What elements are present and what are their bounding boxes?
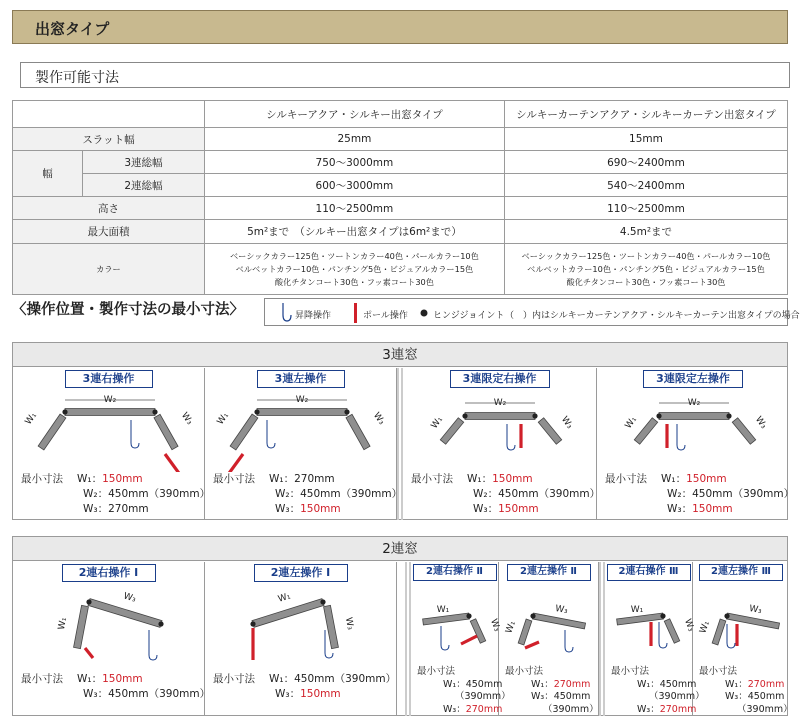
two-pane-heading: 2連窓: [13, 537, 787, 561]
center-slat: [257, 409, 347, 416]
pole-operator: [461, 636, 477, 644]
dim-a: W₁：450mm: [443, 678, 503, 690]
min-label: 最小寸法: [611, 666, 650, 677]
w3-label: W₃：: [443, 703, 466, 715]
hinge-icon: [419, 308, 429, 318]
color-line: ベルベットカラー10色・パンチング5色・ビジュアルカラー15色: [235, 263, 474, 274]
two-pane-panel: [13, 562, 211, 716]
legend: [264, 298, 800, 326]
min-label: 最小寸法: [21, 473, 63, 485]
minimum-dimensions: [21, 472, 210, 517]
minimum-dimensions: [213, 472, 402, 517]
w1-value: 150mm: [102, 473, 143, 485]
dimension-label: W₁: [630, 605, 644, 615]
w1-label: W₁：: [467, 473, 493, 485]
operation-title: 3連限定右操作: [450, 370, 550, 388]
lift-cord: [441, 626, 449, 650]
w2-value: 450mm（390mm）: [498, 488, 601, 500]
lift-cord: [565, 630, 573, 652]
row-label: 幅: [13, 151, 83, 197]
table-row: [13, 197, 788, 220]
w1-label: W₁：: [269, 473, 295, 485]
cell: [504, 244, 787, 295]
lift-cord: [131, 420, 139, 448]
lift-cord: [267, 420, 275, 448]
left-slat: [38, 414, 66, 450]
cell: 5m²まで （シルキー出窓タイプは6m²まで）: [204, 220, 504, 244]
short-slat: [74, 605, 89, 648]
section-title: 出窓タイプ: [35, 20, 110, 38]
cell: [204, 244, 504, 295]
w3-value: 150mm: [300, 688, 341, 700]
minimum-dimensions: [699, 666, 793, 716]
legend-hinge-label: ヒンジジョイント: [433, 311, 505, 321]
w3-value: 450mm（390mm）: [108, 688, 211, 700]
w3-label: W₃：: [83, 503, 109, 515]
operation-title: 3連限定左操作: [643, 370, 743, 388]
w1-label: W₁：: [661, 473, 687, 485]
window-diagram: [13, 584, 205, 668]
operation-title: 2連左操作 Ⅰ: [254, 564, 348, 582]
table-row: [13, 220, 788, 244]
min-label: 最小寸法: [699, 666, 738, 677]
dimension-label: W₃: [342, 616, 355, 631]
hinge-joint: [466, 613, 471, 618]
hinge-joint: [152, 409, 157, 414]
row-sublabel: 2連総幅: [83, 174, 205, 197]
min-label: 最小寸法: [21, 673, 63, 685]
table-row: [13, 128, 788, 151]
short-slat: [518, 619, 532, 645]
cell: 540～2400mm: [504, 174, 787, 197]
w2-label: W₂：: [667, 488, 693, 500]
row-label: スラット幅: [13, 128, 205, 151]
w2-value: 450mm（390mm）: [300, 488, 403, 500]
w3-value: 150mm: [498, 503, 539, 515]
cell: 15mm: [504, 128, 787, 151]
min-label: 最小寸法: [213, 473, 255, 485]
color-line: 酸化チタンコート30色・フッ素コート30色: [274, 276, 434, 287]
minimum-dimensions: [505, 666, 599, 716]
window-diagram: [605, 586, 699, 660]
min-label: 最小寸法: [213, 673, 255, 685]
hinge-joint: [320, 599, 325, 604]
pole-operator: [165, 454, 181, 472]
operation-title: 2連左操作 Ⅲ: [699, 564, 783, 581]
left-slat: [230, 414, 258, 450]
dim-c: 270mm: [659, 703, 697, 715]
table-header-col2: シルキーカーテンアクア・シルキーカーテン出窓タイプ: [504, 101, 787, 128]
w2-value: 450mm（390mm）: [692, 488, 795, 500]
minimum-dimensions: [411, 472, 600, 517]
dimension-label: W₁: [698, 619, 712, 635]
center-slat: [659, 413, 729, 420]
w1-label: W₁：: [77, 473, 103, 485]
operation-title: 2連左操作 Ⅱ: [507, 564, 591, 581]
legend-note: （ ）内はシルキーカーテンアクア・シルキーカーテン出窓タイプの場合: [505, 311, 800, 321]
table-header-col1: シルキーアクア・シルキー出窓タイプ: [204, 101, 504, 128]
dimension-label: W₁: [215, 410, 232, 427]
cell: 600～3000mm: [204, 174, 504, 197]
w3-value: 150mm: [692, 503, 733, 515]
window-diagram: [13, 390, 205, 472]
legend-lift-label: 昇降操作: [295, 311, 332, 321]
min-label: 最小寸法: [505, 666, 544, 677]
dimension-label: W₁: [23, 410, 40, 427]
three-pane-group: [12, 342, 795, 520]
hinge-joint: [656, 413, 661, 418]
pole-operator: [525, 642, 539, 648]
w3-value: 150mm: [300, 503, 341, 515]
dim-a: W₁：450mm: [637, 678, 697, 690]
dimension-label: W₃: [488, 617, 502, 633]
operation-title: 2連右操作 Ⅰ: [62, 564, 156, 582]
right-slat: [154, 414, 178, 449]
dimension-label: W₂: [295, 395, 309, 405]
dimension-label: W₃: [752, 414, 769, 431]
w1-value: 270mm: [294, 473, 335, 485]
pole-icon: [353, 302, 359, 324]
cell: 110～2500mm: [504, 197, 787, 220]
dim-c: （390mm）: [543, 703, 599, 715]
row-sublabel: 3連総幅: [83, 151, 205, 174]
w1-label: W₁：: [531, 678, 554, 690]
center-slat: [65, 409, 155, 416]
two-pane-small-panel: [599, 562, 705, 716]
dimension-label: W₃: [122, 591, 138, 605]
w2-label: W₂：: [275, 488, 301, 500]
cell: 4.5m²まで: [504, 220, 787, 244]
cell: 25mm: [204, 128, 504, 151]
table-corner: [13, 101, 205, 128]
spec-table: [12, 100, 788, 295]
two-pane-group: [12, 536, 793, 716]
dimension-label: W₂: [493, 398, 507, 408]
two-pane-small-panel: [499, 562, 599, 716]
hinge-joint: [660, 613, 665, 618]
dim-c: （390mm）: [737, 703, 793, 715]
dim-b: （390mm）: [455, 691, 511, 702]
dimension-label: W₃: [554, 604, 569, 617]
right-slat: [732, 418, 755, 444]
row-label: 高さ: [13, 197, 205, 220]
window-diagram: [205, 584, 397, 668]
minimum-dimensions: [605, 472, 794, 517]
three-pane-panel: [13, 368, 211, 520]
dimension-label: W₁: [429, 414, 446, 431]
w3-label: W₃：: [667, 503, 693, 515]
legend-pole-label: ポール操作: [363, 311, 408, 321]
table-row: [13, 244, 788, 295]
dimension-label: W₁: [57, 616, 70, 631]
two-pane-panel: [205, 562, 397, 716]
dimension-label: W₁: [276, 591, 292, 605]
dim-a: 270mm: [553, 678, 591, 690]
long-slat: [532, 613, 585, 629]
color-line: ベルベットカラー10色・パンチング5色・ビジュアルカラー15色: [527, 263, 765, 274]
dimension-label: W₂: [103, 395, 117, 405]
spec-heading: 製作可能寸法: [35, 70, 119, 86]
min-label: 最小寸法: [605, 473, 647, 485]
w1-value: 150mm: [492, 473, 533, 485]
lift-cord: [677, 424, 685, 450]
w2-label: W₂：: [473, 488, 499, 500]
three-pane-heading: 3連窓: [13, 343, 787, 367]
minimum-dimensions: [213, 672, 396, 702]
three-pane-panel: [597, 368, 795, 520]
window-diagram: [205, 390, 397, 472]
hinge-joint: [532, 413, 537, 418]
min-label: 最小寸法: [417, 666, 456, 677]
long-slat: [252, 599, 324, 628]
w2-label: W₂：: [83, 488, 109, 500]
hinge-joint: [724, 613, 729, 618]
operation-title: 2連右操作 Ⅱ: [413, 564, 497, 581]
cell: 750～3000mm: [204, 151, 504, 174]
operation-title: 3連右操作: [65, 370, 153, 388]
hinge-joint: [254, 409, 259, 414]
w3-label: W₃：: [275, 688, 301, 700]
hinge-joint: [344, 409, 349, 414]
operation-title: 3連左操作: [257, 370, 345, 388]
right-slat: [346, 414, 370, 449]
hinge-joint: [250, 621, 255, 626]
window-diagram: [499, 586, 599, 660]
row-label: カラー: [13, 244, 205, 295]
minimum-dimensions: [21, 672, 210, 702]
lift-cord: [727, 624, 735, 648]
lift-cord: [507, 424, 515, 450]
w3-value: 270mm: [108, 503, 149, 515]
dimension-label: W₃: [558, 414, 575, 431]
dimension-label: W₃: [748, 604, 763, 617]
three-pane-panel: [205, 368, 403, 520]
dimension-label: W₂: [687, 398, 701, 408]
w3-label: W₃：: [473, 503, 499, 515]
pole-operator: [227, 454, 243, 472]
w2-value: 450mm（390mm）: [108, 488, 211, 500]
hinge-joint: [158, 621, 163, 626]
w3-label: W₃：: [83, 688, 109, 700]
minimum-dimensions: [417, 666, 511, 716]
lift-cord-icon: [279, 302, 295, 324]
operation-heading: 〈操作位置・製作寸法の最小寸法〉: [12, 302, 244, 318]
dimension-label: W₁: [504, 619, 518, 635]
hinge-joint: [86, 599, 91, 604]
short-slat: [664, 619, 679, 643]
w3-label: W₃：: [275, 503, 301, 515]
cell: 110～2500mm: [204, 197, 504, 220]
table-row: [13, 174, 788, 197]
row-label: 最大面積: [13, 220, 205, 244]
dim-a: 270mm: [747, 678, 785, 690]
section-title-bar: [12, 10, 788, 44]
window-diagram: [411, 586, 505, 660]
spec-heading-box: [20, 62, 790, 88]
window-diagram: [597, 390, 789, 472]
three-pane-panel: [397, 368, 601, 520]
color-line: ベーシックカラー125色・ツートンカラー40色・パールカラー10色: [521, 250, 771, 261]
long-slat: [726, 613, 779, 629]
operation-title: 2連右操作 Ⅲ: [607, 564, 691, 581]
w1-label: W₁：: [725, 678, 748, 690]
center-slat: [465, 413, 535, 420]
w1-value: 450mm（390mm）: [294, 673, 397, 685]
w3-label: W₃：: [637, 703, 660, 715]
two-pane-small-panel: [693, 562, 793, 716]
dim-b: W₃：450mm: [725, 691, 785, 702]
w1-value: 150mm: [102, 673, 143, 685]
lift-cord: [149, 630, 157, 660]
color-line: 酸化チタンコート30色・フッ素コート30色: [566, 276, 726, 287]
dimension-label: W₃: [370, 410, 387, 427]
hinge-joint: [530, 613, 535, 618]
dim-c: 270mm: [465, 703, 503, 715]
hinge-joint: [62, 409, 67, 414]
color-line: ベーシックカラー125色・ツートンカラー40色・パールカラー10色: [229, 250, 479, 261]
two-pane-small-panel: [405, 562, 511, 716]
cell: 690～2400mm: [504, 151, 787, 174]
dimension-label: W₃: [682, 617, 696, 633]
min-label: 最小寸法: [411, 473, 453, 485]
dimension-label: W₃: [178, 410, 195, 427]
dimension-label: W₁: [623, 414, 640, 431]
short-slat: [712, 619, 726, 645]
hinge-joint: [462, 413, 467, 418]
window-diagram: [403, 390, 603, 472]
dim-b: （390mm）: [649, 691, 705, 702]
hinge-joint: [726, 413, 731, 418]
dim-b: W₃：450mm: [531, 691, 591, 702]
dimension-label: W₁: [436, 605, 450, 615]
lift-cord: [659, 622, 667, 648]
long-slat: [88, 599, 162, 628]
w1-label: W₁：: [269, 673, 295, 685]
window-diagram: [693, 586, 789, 660]
short-slat: [324, 605, 339, 648]
right-slat: [538, 418, 561, 444]
table-row: [13, 151, 788, 174]
pole-operator: [85, 648, 93, 658]
w1-value: 150mm: [686, 473, 727, 485]
w1-label: W₁：: [77, 673, 103, 685]
minimum-dimensions: [611, 666, 705, 716]
